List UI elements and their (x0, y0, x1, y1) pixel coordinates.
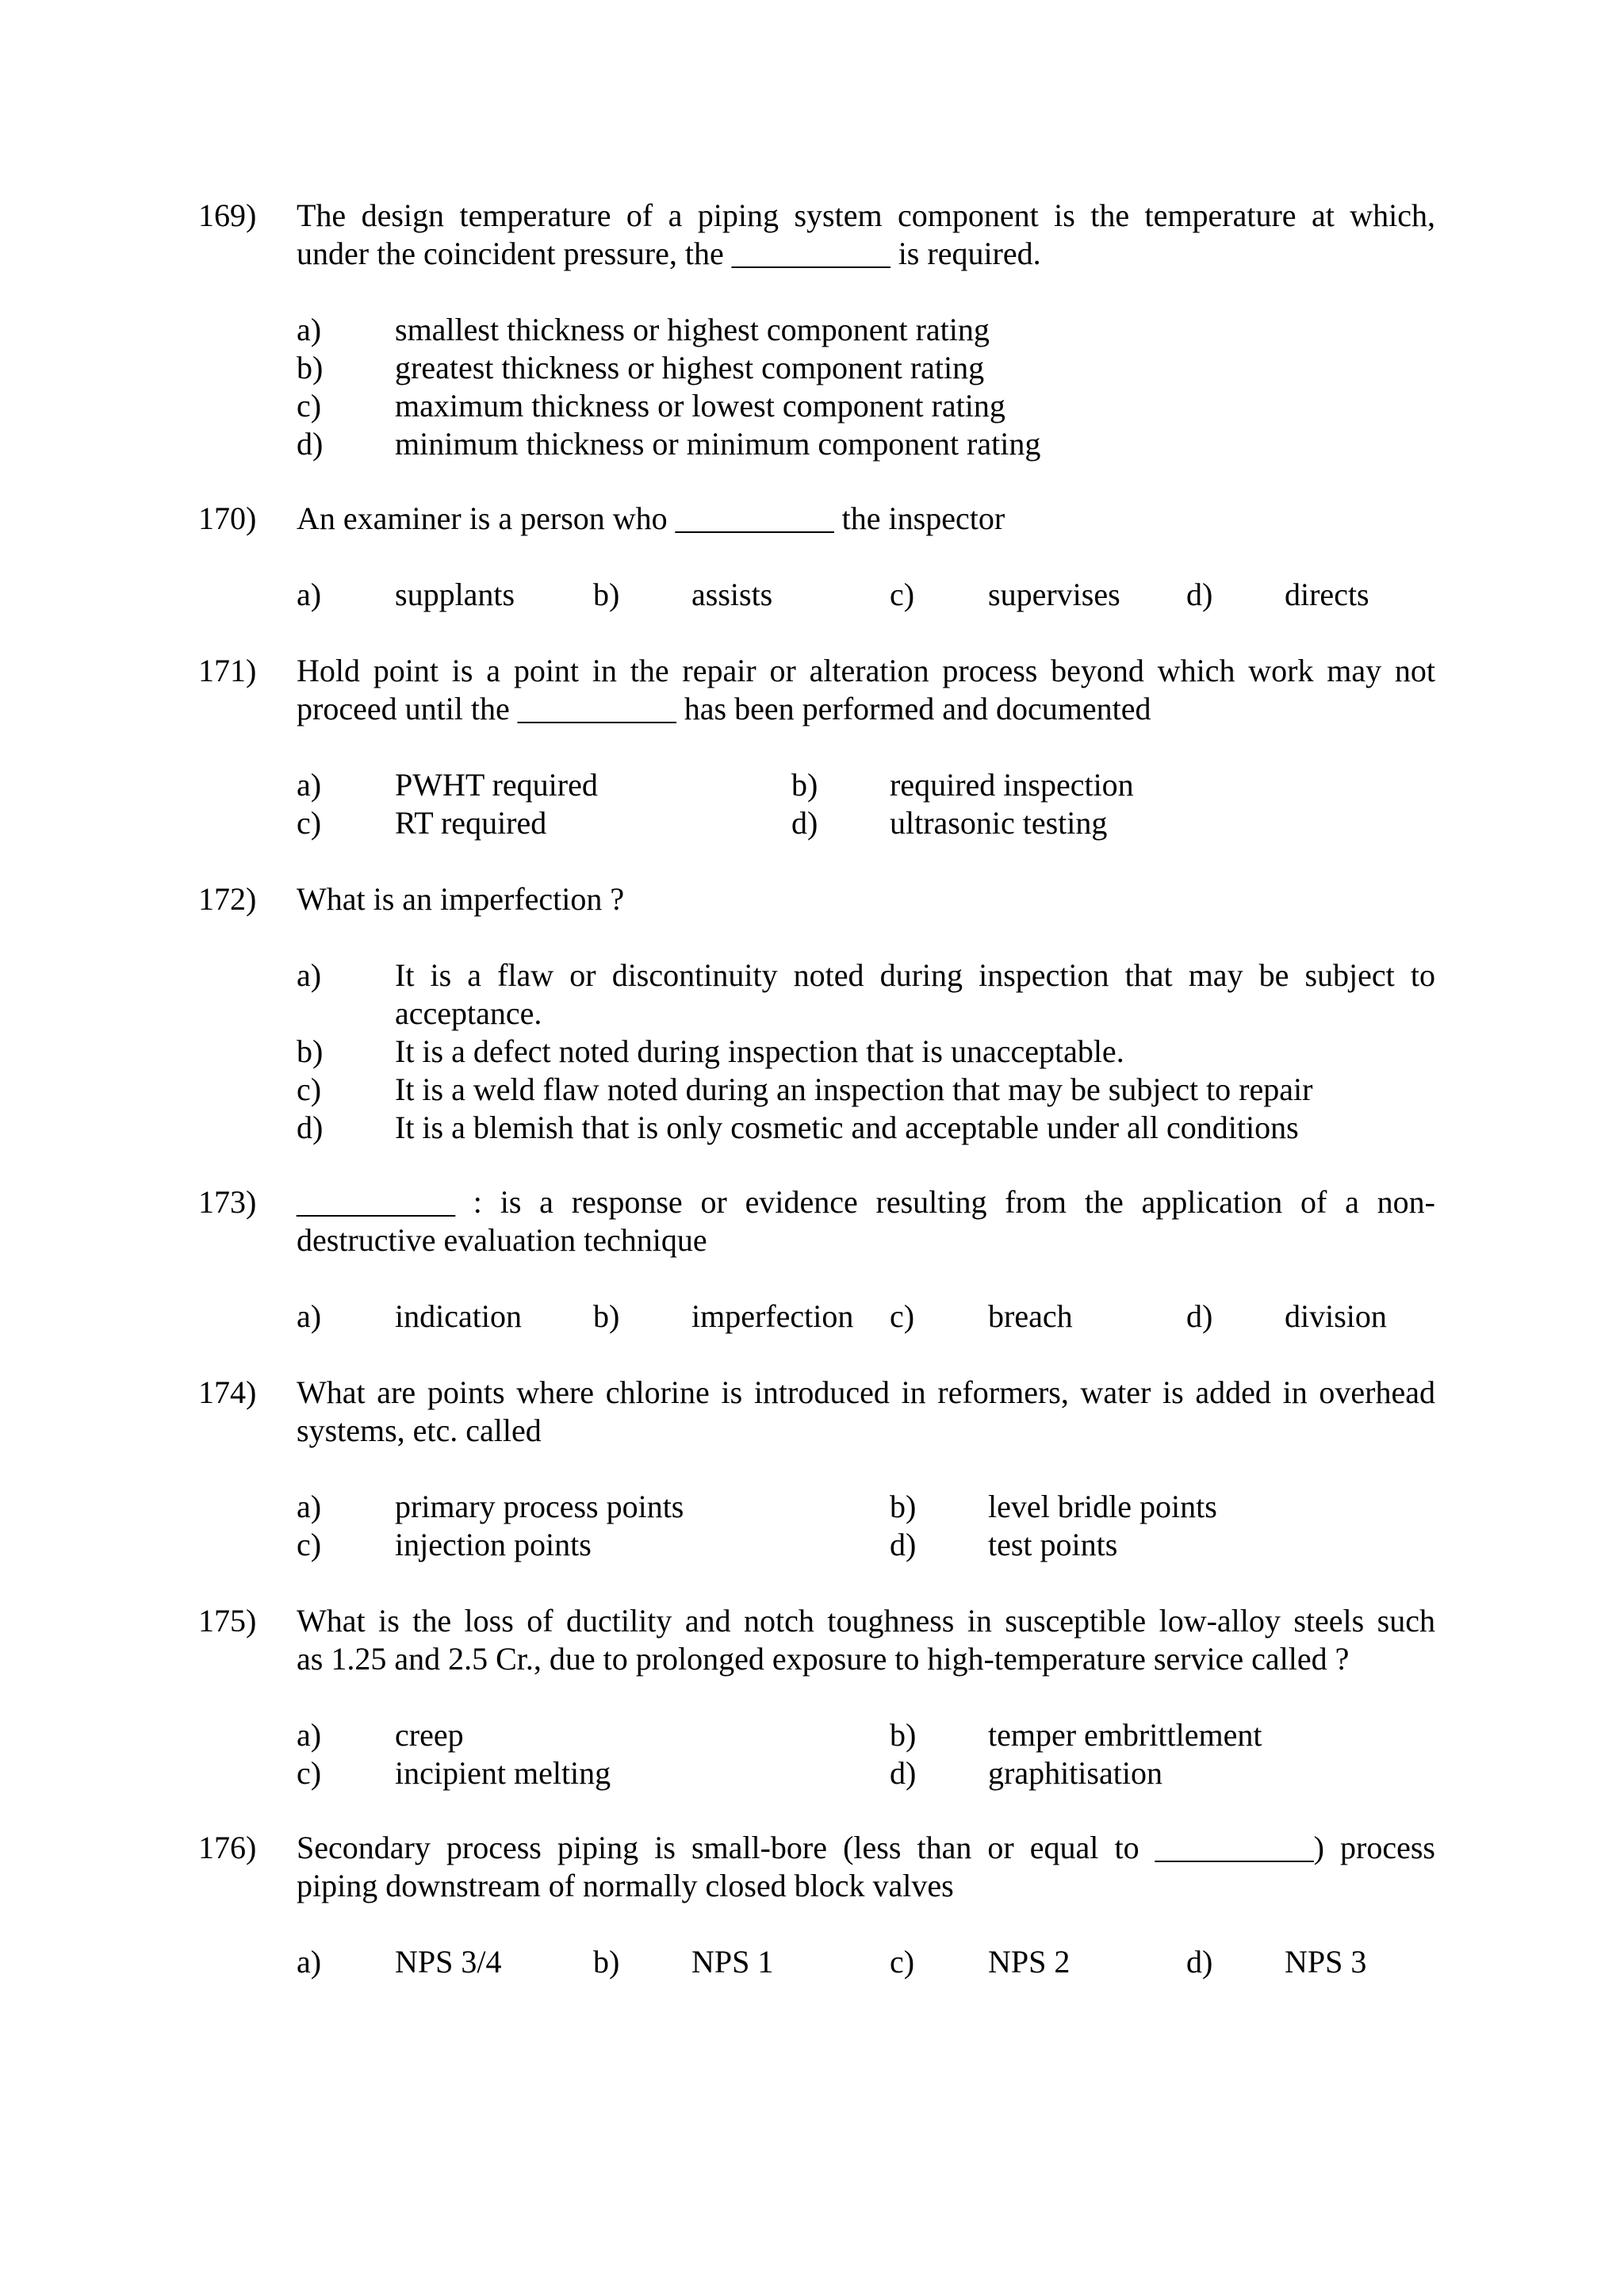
question-text: Secondary process piping is small-bore (less than or equal to __________) process piping downstream of normally closed block valves (297, 1830, 1435, 1903)
question-text: What are points where chlorine is introduced in reformers, water is added in overhead systems, etc. called (297, 1374, 1435, 1448)
question-number: 172) (198, 881, 257, 917)
option-a[interactable] (297, 311, 1435, 349)
option-row (297, 1297, 1435, 1336)
question-number: 173) (198, 1184, 257, 1220)
option-label: a) (297, 957, 322, 993)
question-172 (198, 880, 1435, 1147)
option-a-text[interactable]: supplants (395, 577, 515, 612)
option-label: b) (297, 350, 324, 385)
option-a[interactable] (297, 956, 1435, 1033)
option-text: minimum thickness or minimum component rating (395, 426, 1041, 462)
option-d[interactable] (297, 1109, 1435, 1147)
option-a-label[interactable]: a) (297, 1944, 322, 1980)
question-number: 175) (198, 1603, 257, 1639)
option-c[interactable] (297, 387, 1435, 425)
question-169 (198, 197, 1435, 463)
option-c-text[interactable]: injection points (395, 1527, 592, 1562)
option-b[interactable] (297, 349, 1435, 387)
option-label: d) (297, 1110, 324, 1145)
option-b-label[interactable]: b) (890, 1717, 917, 1753)
question-text: __________ : is a response or evidence resulting from the application of a non- destructive evaluation technique (297, 1184, 1435, 1258)
option-c[interactable] (297, 1071, 1435, 1109)
option-a-text[interactable]: PWHT required (395, 767, 598, 803)
option-a-label[interactable]: a) (297, 577, 322, 612)
option-b-text[interactable]: temper embrittlement (988, 1717, 1262, 1753)
option-text: It is a defect noted during inspection that is unacceptable. (395, 1033, 1124, 1069)
option-a-label[interactable]: a) (297, 767, 322, 803)
option-label: c) (297, 1071, 322, 1107)
option-label: a) (297, 312, 322, 347)
option-d-label[interactable]: d) (890, 1527, 917, 1562)
option-row (297, 1754, 1435, 1792)
option-d-text[interactable]: division (1285, 1298, 1387, 1334)
question-number: 171) (198, 653, 257, 688)
question-number: 176) (198, 1830, 257, 1865)
option-d[interactable] (297, 425, 1435, 463)
option-a-text[interactable]: primary process points (395, 1489, 684, 1524)
option-text: smallest thickness or highest component rating (395, 312, 990, 347)
question-text: What is the loss of ductility and notch toughness in susceptible low-alloy steels such as 1.25 and 2.5 Cr., due to prolonged exposure to high-temperature service called ? (297, 1603, 1435, 1677)
option-b-text[interactable]: NPS 1 (691, 1944, 774, 1980)
question-number: 170) (198, 500, 257, 536)
option-d-text[interactable]: ultrasonic testing (890, 805, 1108, 841)
option-row (297, 1716, 1435, 1754)
option-text: greatest thickness or highest component rating (395, 350, 985, 385)
option-c-text[interactable]: incipient melting (395, 1755, 611, 1791)
option-c-label[interactable]: c) (890, 577, 915, 612)
option-c-label[interactable]: c) (890, 1298, 915, 1334)
option-b-label[interactable]: b) (593, 1298, 620, 1334)
option-d-text[interactable]: graphitisation (988, 1755, 1162, 1791)
option-d-label[interactable]: d) (890, 1755, 917, 1791)
option-label: c) (297, 388, 322, 424)
option-list (297, 956, 1435, 1147)
question-176 (198, 1829, 1435, 1981)
option-row (297, 1943, 1435, 1981)
option-c-text[interactable]: breach (988, 1298, 1073, 1334)
option-d-label[interactable]: d) (1186, 577, 1213, 612)
option-list (297, 766, 1435, 842)
question-text: An examiner is a person who __________ the inspector (297, 500, 1005, 536)
question-text: What is an imperfection ? (297, 881, 625, 917)
option-list (297, 311, 1435, 463)
option-b-text[interactable]: assists (691, 577, 773, 612)
option-c-text[interactable]: supervises (988, 577, 1120, 612)
question-174 (198, 1374, 1435, 1564)
option-text: It is a weld flaw noted during an inspection that may be subject to repair (395, 1071, 1313, 1107)
option-a-label[interactable]: a) (297, 1717, 322, 1753)
option-b-text[interactable]: required inspection (890, 767, 1134, 803)
option-c-label[interactable]: c) (890, 1944, 915, 1980)
option-b[interactable] (297, 1033, 1435, 1071)
option-b-label[interactable]: b) (593, 1944, 620, 1980)
option-c-label[interactable]: c) (297, 1527, 322, 1562)
option-b-text[interactable]: imperfection (691, 1298, 854, 1334)
option-list (297, 576, 1435, 614)
option-row (297, 1488, 1435, 1526)
option-a-text[interactable]: indication (395, 1298, 522, 1334)
question-number: 174) (198, 1374, 257, 1410)
option-row (297, 576, 1435, 614)
option-label: d) (297, 426, 324, 462)
option-d-text[interactable]: NPS 3 (1285, 1944, 1367, 1980)
question-170 (198, 500, 1435, 614)
option-a-text[interactable]: creep (395, 1717, 464, 1753)
question-number: 169) (198, 197, 257, 233)
option-c-label[interactable]: c) (297, 805, 322, 841)
option-d-label[interactable]: d) (1186, 1944, 1213, 1980)
option-b-label[interactable]: b) (593, 577, 620, 612)
option-a-text[interactable]: NPS 3/4 (395, 1944, 502, 1980)
option-a-label[interactable]: a) (297, 1489, 322, 1524)
option-d-text[interactable]: test points (988, 1527, 1118, 1562)
option-d-label[interactable]: d) (1186, 1298, 1213, 1334)
option-row (297, 766, 1435, 804)
option-list (297, 1488, 1435, 1564)
option-b-label[interactable]: b) (890, 1489, 917, 1524)
question-text: The design temperature of a piping system component is the temperature at which, under the coincident pressure, the __________ is required. (297, 197, 1435, 271)
option-label: b) (297, 1033, 324, 1069)
option-c-text[interactable]: NPS 2 (988, 1944, 1071, 1980)
option-list (297, 1716, 1435, 1792)
option-text: It is a flaw or discontinuity noted during inspection that may be subject to acceptance. (395, 957, 1435, 1031)
question-175 (198, 1602, 1435, 1792)
option-list (297, 1297, 1435, 1336)
question-173 (198, 1183, 1435, 1336)
option-row (297, 804, 1435, 842)
option-row (297, 1526, 1435, 1564)
option-text: maximum thickness or lowest component rating (395, 388, 1005, 424)
option-d-label[interactable]: d) (791, 805, 818, 841)
option-b-label[interactable]: b) (791, 767, 818, 803)
question-171 (198, 652, 1435, 842)
option-a-label[interactable]: a) (297, 1298, 322, 1334)
option-c-label[interactable]: c) (297, 1755, 322, 1791)
option-b-text[interactable]: level bridle points (988, 1489, 1217, 1524)
option-c-text[interactable]: RT required (395, 805, 547, 841)
option-text: It is a blemish that is only cosmetic and acceptable under all conditions (395, 1110, 1299, 1145)
question-text: Hold point is a point in the repair or alteration process beyond which work may not proceed until the __________ has been performed and documented (297, 653, 1435, 726)
option-list (297, 1943, 1435, 1981)
option-d-text[interactable]: directs (1285, 577, 1369, 612)
